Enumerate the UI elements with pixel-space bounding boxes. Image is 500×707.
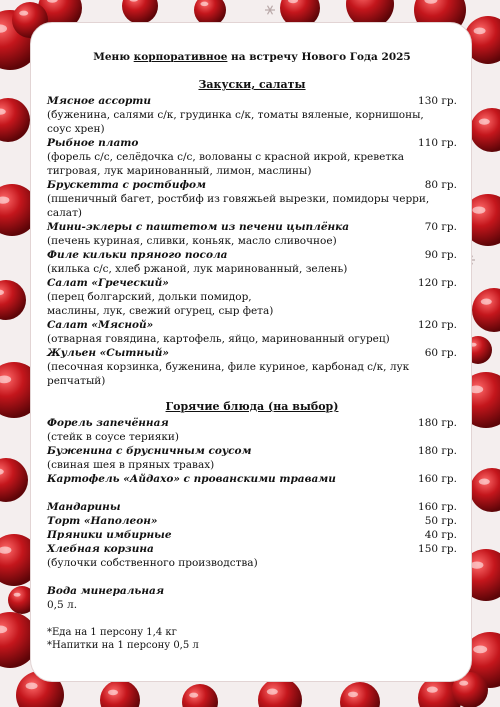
- menu-item-name: Хлебная корзина: [47, 543, 154, 555]
- menu-item-row: [47, 136, 457, 150]
- menu-item-name: Торт «Наполеон»: [47, 515, 158, 527]
- ornament-ball: [470, 108, 500, 152]
- menu-item-price: 120 гр.: [418, 319, 457, 331]
- menu-item-row: [47, 220, 457, 234]
- appetizers-list: [47, 94, 457, 388]
- menu-item-price: 160 гр.: [418, 473, 457, 485]
- menu-item-description: (форель с/с, селёдочка с/с, волованы с красной икрой, креветка: [47, 151, 405, 163]
- menu-item-row: [47, 248, 457, 262]
- menu-item-price: 180 гр.: [418, 417, 457, 429]
- menu-item-row: [47, 542, 457, 556]
- menu-item-description: салат): [47, 207, 82, 219]
- menu-item: [47, 416, 457, 444]
- ornament-highlight: [14, 593, 21, 597]
- menu-item: [47, 514, 457, 528]
- menu-item-price: 50 гр.: [424, 515, 457, 527]
- menu-item-price: 130 гр.: [418, 95, 457, 107]
- ornament-ball: [340, 682, 380, 707]
- drink-volume: 0,5 л.: [47, 599, 78, 611]
- ornament-highlight: [348, 692, 358, 698]
- menu-item-row: [47, 416, 457, 430]
- ornament-ball: [182, 684, 218, 707]
- menu-item-name: Мясное ассорти: [47, 95, 152, 107]
- menu-item: [47, 248, 457, 276]
- menu-item: [47, 276, 457, 318]
- menu-item-name: Рыбное плато: [47, 137, 139, 149]
- menu-item-description: соус хрен): [47, 123, 105, 135]
- ornament-ball: [470, 468, 500, 512]
- menu-item-description: (буженина, салями с/к, грудинка с/к, томаты вяленые, корнишоны,: [47, 109, 424, 121]
- menu-item-name: Мандарины: [47, 501, 121, 513]
- menu-item-row: [47, 472, 457, 486]
- menu-item-price: 90 гр.: [424, 249, 457, 261]
- menu-item-name: Салат «Греческий»: [47, 277, 169, 289]
- menu-item-price: 70 гр.: [424, 221, 457, 233]
- menu-item: [47, 346, 457, 388]
- menu-item-description: (песочная корзинка, буженина, филе куриное, карбонад с/к, лук: [47, 361, 410, 373]
- menu-item: [47, 472, 457, 486]
- ornament-highlight: [267, 689, 278, 695]
- menu-title-underlined: корпоративное: [133, 51, 228, 63]
- menu-item-description: (килька с/с, хлеб ржаной, лук маринованный, зелень): [47, 263, 348, 275]
- menu-item-name: Форель запечённая: [47, 417, 169, 429]
- menu-item-description: тигровая, лук маринованный, лимон, маслины): [47, 165, 312, 177]
- ornament-ball: [100, 680, 140, 707]
- ornament-ball: [0, 458, 28, 502]
- ornament-ball: [0, 98, 30, 142]
- menu-item-row: [47, 318, 457, 332]
- menu-item-price: 80 гр.: [424, 179, 457, 191]
- menu-item: [47, 136, 457, 178]
- snowflake-icon: [265, 6, 275, 15]
- menu-item-name: Брускетта с ростбифом: [47, 179, 207, 191]
- menu-item-name: Мини-эклеры с паштетом из печени цыплёнка: [47, 221, 350, 233]
- hot-dishes-list: [47, 416, 457, 486]
- section-title-hot-dishes: Горячие блюда (на выбор): [165, 400, 339, 413]
- menu-item-name: Буженина с брусничным соусом: [47, 445, 252, 457]
- ornament-ball: [0, 280, 26, 320]
- ornament-highlight: [26, 683, 38, 690]
- menu-item-description: (отварная говядина, картофель, яйцо, маринованный огурец): [47, 333, 390, 345]
- menu-item-row: [47, 500, 457, 514]
- menu-item-row: [47, 514, 457, 528]
- ornament-highlight: [474, 28, 486, 35]
- menu-item-row: [47, 178, 457, 192]
- ornament-highlight: [479, 119, 490, 125]
- ornament-highlight: [470, 561, 483, 568]
- menu-item-row: [47, 94, 457, 108]
- menu-item-price: 120 гр.: [418, 277, 457, 289]
- menu-title-part1: Меню: [93, 51, 134, 63]
- menu-item-price: 60 гр.: [424, 347, 457, 359]
- note-drinks: *Напитки на 1 персону 0,5 л: [47, 640, 199, 651]
- menu-item-description: маслины, лук, свежий огурец, сыр фета): [47, 305, 274, 317]
- menu-item-row: [47, 444, 457, 458]
- menu-item-price: 150 гр.: [418, 543, 457, 555]
- ornament-highlight: [200, 2, 208, 6]
- menu-item-name: Филе кильки пряного посола: [47, 249, 228, 261]
- menu-item-name: Картофель «Айдахо» с прованскими травами: [47, 473, 336, 485]
- menu-item-description: (печень куриная, сливки, коньяк, масло сливочное): [47, 235, 337, 247]
- menu-item-name: Жульен «Сытный»: [47, 347, 169, 359]
- menu-item-row: [47, 528, 457, 542]
- menu-item-price: 40 гр.: [424, 529, 457, 541]
- menu-item: [47, 318, 457, 346]
- ornament-highlight: [189, 693, 198, 698]
- menu-content: [47, 50, 457, 652]
- ornament-highlight: [473, 645, 487, 653]
- menu-item: [47, 178, 457, 220]
- menu-item-description: репчатый): [47, 375, 106, 387]
- ornament-highlight: [459, 681, 468, 686]
- menu-title: [47, 50, 457, 64]
- menu-item-name: Пряники имбирные: [47, 529, 172, 541]
- menu-item: [47, 542, 457, 570]
- ornament-ball: [472, 288, 500, 332]
- menu-item-description: (пшеничный багет, ростбиф из говяжьей вырезки, помидоры черри,: [47, 193, 430, 205]
- menu-item: [47, 220, 457, 248]
- menu-item-description: (стейк в соусе терияки): [47, 431, 179, 443]
- menu-title-part3: на встречу Нового Года 2025: [227, 51, 411, 63]
- ornament-highlight: [479, 479, 490, 485]
- menu-item-name: Салат «Мясной»: [47, 319, 154, 331]
- ornament-highlight: [481, 299, 492, 305]
- menu-item: [47, 94, 457, 136]
- section-title-appetizers: Закуски, салаты: [198, 78, 306, 91]
- menu-item-price: 180 гр.: [418, 445, 457, 457]
- ornament-ball: [258, 678, 302, 707]
- menu-item: [47, 500, 457, 514]
- extras-list: [47, 500, 457, 570]
- menu-item-row: [47, 346, 457, 360]
- menu-item: [47, 444, 457, 472]
- ornament-highlight: [19, 11, 28, 16]
- ornament-ball: [122, 0, 158, 24]
- menu-item-description: (перец болгарский, дольки помидор,: [47, 291, 252, 303]
- ornament-highlight: [427, 687, 438, 693]
- ornament-highlight: [472, 206, 485, 213]
- menu-item-description: (булочки собственного производства): [47, 557, 258, 569]
- menu-item-description: (свиная шея в пряных травах): [47, 459, 215, 471]
- drink-name: Вода минеральная: [47, 585, 165, 597]
- note-food: *Еда на 1 персону 1,4 кг: [47, 627, 177, 638]
- menu-item-row: [47, 276, 457, 290]
- ornament-highlight: [108, 690, 118, 696]
- drink-item: [47, 584, 457, 612]
- menu-item-price: 110 гр.: [418, 137, 457, 149]
- menu-item: [47, 528, 457, 542]
- menu-item-price: 160 гр.: [418, 501, 457, 513]
